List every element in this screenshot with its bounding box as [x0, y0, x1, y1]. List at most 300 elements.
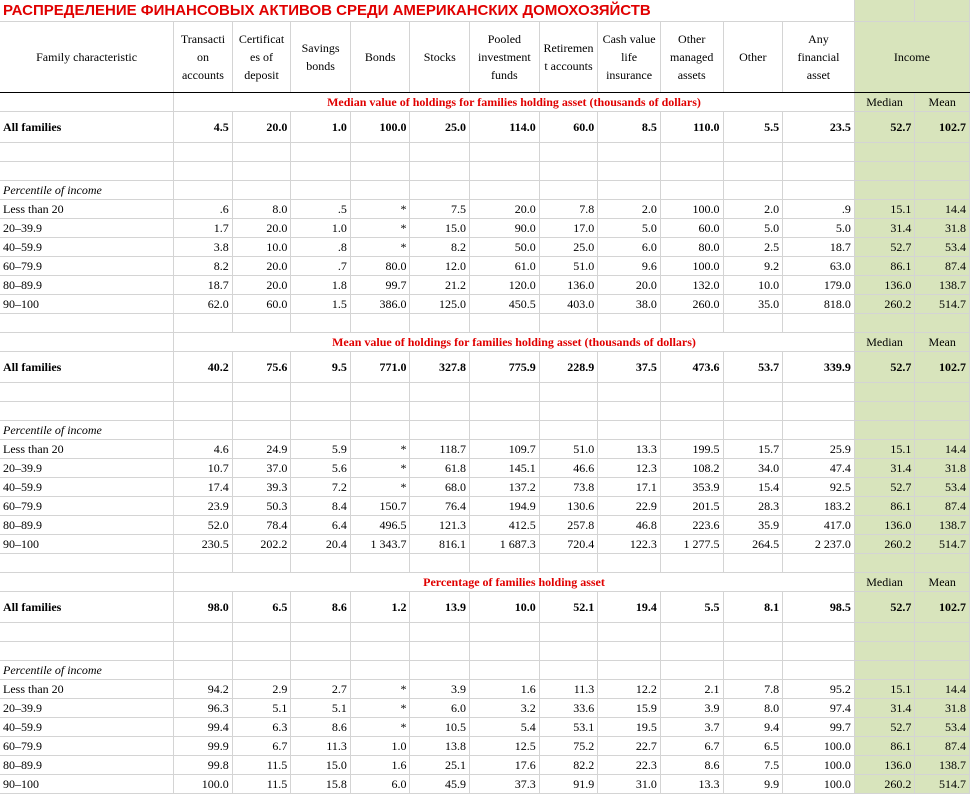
empty-cell[interactable] — [915, 181, 970, 200]
value-cell[interactable]: 3.2 — [470, 699, 540, 718]
empty-cell[interactable] — [783, 314, 855, 333]
value-cell[interactable]: 12.2 — [598, 680, 661, 699]
value-cell[interactable]: 35.9 — [723, 516, 783, 535]
value-cell[interactable]: 1.2 — [350, 592, 410, 623]
value-cell[interactable]: 353.9 — [660, 478, 723, 497]
value-cell[interactable]: 80.0 — [350, 257, 410, 276]
value-cell[interactable]: 5.9 — [291, 440, 351, 459]
value-cell[interactable]: 22.9 — [598, 497, 661, 516]
value-cell[interactable]: 339.9 — [783, 352, 855, 383]
value-cell[interactable]: 87.4 — [915, 497, 970, 516]
mean-header[interactable]: Mean — [915, 333, 970, 352]
empty-cell[interactable] — [0, 554, 174, 573]
value-cell[interactable]: 53.1 — [539, 718, 598, 737]
value-cell[interactable]: 10.5 — [410, 718, 470, 737]
value-cell[interactable]: 5.0 — [723, 219, 783, 238]
value-cell[interactable]: 8.5 — [598, 112, 661, 143]
all-families-label[interactable]: All families — [0, 112, 174, 143]
empty-cell[interactable] — [350, 162, 410, 181]
value-cell[interactable]: 52.7 — [854, 592, 915, 623]
value-cell[interactable]: 97.4 — [783, 699, 855, 718]
empty-cell[interactable] — [660, 661, 723, 680]
value-cell[interactable]: 473.6 — [660, 352, 723, 383]
value-cell[interactable]: 17.4 — [174, 478, 233, 497]
value-cell[interactable]: 8.2 — [410, 238, 470, 257]
value-cell[interactable]: 53.4 — [915, 718, 970, 737]
value-cell[interactable]: 121.3 — [410, 516, 470, 535]
empty-cell[interactable] — [410, 623, 470, 642]
row-label[interactable]: 80–89.9 — [0, 516, 174, 535]
value-cell[interactable]: 10.7 — [174, 459, 233, 478]
value-cell[interactable]: 46.8 — [598, 516, 661, 535]
value-cell[interactable]: 87.4 — [915, 257, 970, 276]
value-cell[interactable]: 31.8 — [915, 459, 970, 478]
empty-cell[interactable] — [598, 383, 661, 402]
value-cell[interactable]: 6.7 — [232, 737, 291, 756]
value-cell[interactable]: 53.4 — [915, 478, 970, 497]
value-cell[interactable]: 6.3 — [232, 718, 291, 737]
empty-cell[interactable] — [598, 554, 661, 573]
mean-header[interactable]: Mean — [915, 93, 970, 112]
value-cell[interactable]: 2.7 — [291, 680, 351, 699]
column-header[interactable]: Cash value life insurance — [598, 22, 661, 93]
empty-cell[interactable] — [174, 314, 233, 333]
value-cell[interactable]: 15.1 — [854, 200, 915, 219]
empty-cell[interactable] — [915, 623, 970, 642]
value-cell[interactable]: 5.5 — [723, 112, 783, 143]
value-cell[interactable]: 496.5 — [350, 516, 410, 535]
empty-cell[interactable] — [723, 554, 783, 573]
value-cell[interactable]: 31.8 — [915, 699, 970, 718]
empty-cell[interactable] — [723, 421, 783, 440]
empty-cell[interactable] — [232, 421, 291, 440]
value-cell[interactable]: 17.1 — [598, 478, 661, 497]
value-cell[interactable]: 63.0 — [783, 257, 855, 276]
empty-cell[interactable] — [410, 383, 470, 402]
header-income[interactable]: Income — [854, 22, 969, 93]
value-cell[interactable]: * — [350, 459, 410, 478]
empty-cell[interactable] — [783, 402, 855, 421]
empty-cell[interactable] — [783, 162, 855, 181]
value-cell[interactable]: 12.5 — [470, 737, 540, 756]
value-cell[interactable]: 4.5 — [174, 112, 233, 143]
empty-cell[interactable] — [915, 383, 970, 402]
value-cell[interactable]: 60.0 — [660, 219, 723, 238]
value-cell[interactable]: 75.2 — [539, 737, 598, 756]
empty-cell[interactable] — [723, 402, 783, 421]
value-cell[interactable]: 194.9 — [470, 497, 540, 516]
value-cell[interactable]: 96.3 — [174, 699, 233, 718]
empty-cell[interactable] — [0, 162, 174, 181]
value-cell[interactable]: 31.4 — [854, 219, 915, 238]
column-header[interactable]: Certificat es of deposit — [232, 22, 291, 93]
empty-cell[interactable] — [660, 642, 723, 661]
empty-cell[interactable] — [660, 554, 723, 573]
empty-cell[interactable] — [539, 143, 598, 162]
mean-header[interactable]: Mean — [915, 573, 970, 592]
percentile-label[interactable]: Percentile of income — [0, 421, 174, 440]
median-header[interactable]: Median — [854, 573, 915, 592]
empty-cell[interactable] — [174, 162, 233, 181]
empty-cell[interactable] — [470, 421, 540, 440]
empty-cell[interactable] — [854, 623, 915, 642]
value-cell[interactable]: 18.7 — [174, 276, 233, 295]
value-cell[interactable]: 1.6 — [470, 680, 540, 699]
empty-cell[interactable] — [470, 314, 540, 333]
empty-cell[interactable] — [660, 181, 723, 200]
value-cell[interactable]: 68.0 — [410, 478, 470, 497]
value-cell[interactable]: 5.1 — [232, 699, 291, 718]
value-cell[interactable]: 5.0 — [598, 219, 661, 238]
value-cell[interactable]: 90.0 — [470, 219, 540, 238]
value-cell[interactable]: 3.9 — [660, 699, 723, 718]
empty-cell[interactable] — [723, 181, 783, 200]
value-cell[interactable]: 412.5 — [470, 516, 540, 535]
value-cell[interactable]: 52.0 — [174, 516, 233, 535]
empty-cell[interactable] — [660, 314, 723, 333]
value-cell[interactable]: 15.0 — [410, 219, 470, 238]
empty-cell[interactable] — [350, 623, 410, 642]
empty-cell[interactable] — [723, 623, 783, 642]
row-label[interactable]: 60–79.9 — [0, 257, 174, 276]
value-cell[interactable]: 31.8 — [915, 219, 970, 238]
value-cell[interactable]: 6.4 — [291, 516, 351, 535]
value-cell[interactable]: 11.5 — [232, 775, 291, 794]
value-cell[interactable]: 125.0 — [410, 295, 470, 314]
empty-cell[interactable] — [0, 333, 174, 352]
value-cell[interactable]: 60.0 — [539, 112, 598, 143]
value-cell[interactable]: 78.4 — [232, 516, 291, 535]
value-cell[interactable]: 39.3 — [232, 478, 291, 497]
value-cell[interactable]: 62.0 — [174, 295, 233, 314]
value-cell[interactable]: 22.7 — [598, 737, 661, 756]
column-header[interactable]: Other managed assets — [660, 22, 723, 93]
value-cell[interactable]: 14.4 — [915, 440, 970, 459]
value-cell[interactable]: 25.9 — [783, 440, 855, 459]
value-cell[interactable]: 25.1 — [410, 756, 470, 775]
value-cell[interactable]: 2 237.0 — [783, 535, 855, 554]
value-cell[interactable]: 8.0 — [232, 200, 291, 219]
value-cell[interactable]: 8.6 — [291, 718, 351, 737]
value-cell[interactable]: 9.2 — [723, 257, 783, 276]
empty-cell[interactable] — [598, 181, 661, 200]
empty-cell[interactable] — [232, 314, 291, 333]
value-cell[interactable]: 99.7 — [350, 276, 410, 295]
empty-cell[interactable] — [660, 623, 723, 642]
value-cell[interactable]: 818.0 — [783, 295, 855, 314]
empty-cell[interactable] — [854, 661, 915, 680]
empty-cell[interactable] — [470, 181, 540, 200]
empty-cell[interactable] — [410, 661, 470, 680]
empty-cell[interactable] — [783, 623, 855, 642]
value-cell[interactable]: 14.4 — [915, 200, 970, 219]
empty-cell[interactable] — [915, 0, 970, 22]
value-cell[interactable]: 720.4 — [539, 535, 598, 554]
value-cell[interactable]: 13.8 — [410, 737, 470, 756]
value-cell[interactable]: * — [350, 200, 410, 219]
value-cell[interactable]: 136.0 — [539, 276, 598, 295]
row-label[interactable]: 60–79.9 — [0, 737, 174, 756]
empty-cell[interactable] — [291, 661, 351, 680]
value-cell[interactable]: 52.7 — [854, 352, 915, 383]
empty-cell[interactable] — [291, 143, 351, 162]
empty-cell[interactable] — [174, 661, 233, 680]
value-cell[interactable]: 150.7 — [350, 497, 410, 516]
empty-cell[interactable] — [660, 421, 723, 440]
empty-cell[interactable] — [470, 661, 540, 680]
empty-cell[interactable] — [470, 642, 540, 661]
value-cell[interactable]: 5.5 — [660, 592, 723, 623]
empty-cell[interactable] — [783, 642, 855, 661]
value-cell[interactable]: 37.3 — [470, 775, 540, 794]
empty-cell[interactable] — [0, 623, 174, 642]
value-cell[interactable]: 183.2 — [783, 497, 855, 516]
value-cell[interactable]: 15.8 — [291, 775, 351, 794]
value-cell[interactable]: 15.1 — [854, 680, 915, 699]
value-cell[interactable]: 60.0 — [232, 295, 291, 314]
value-cell[interactable]: 13.9 — [410, 592, 470, 623]
value-cell[interactable]: 47.4 — [783, 459, 855, 478]
empty-cell[interactable] — [660, 402, 723, 421]
value-cell[interactable]: 260.2 — [854, 775, 915, 794]
empty-cell[interactable] — [539, 314, 598, 333]
value-cell[interactable]: 99.7 — [783, 718, 855, 737]
value-cell[interactable]: 12.0 — [410, 257, 470, 276]
value-cell[interactable]: 201.5 — [660, 497, 723, 516]
value-cell[interactable]: 1 277.5 — [660, 535, 723, 554]
empty-cell[interactable] — [174, 181, 233, 200]
empty-cell[interactable] — [350, 661, 410, 680]
empty-cell[interactable] — [598, 143, 661, 162]
empty-cell[interactable] — [174, 421, 233, 440]
value-cell[interactable]: 45.9 — [410, 775, 470, 794]
column-header[interactable]: Any financial asset — [783, 22, 855, 93]
empty-cell[interactable] — [0, 383, 174, 402]
value-cell[interactable]: 86.1 — [854, 497, 915, 516]
value-cell[interactable]: 13.3 — [660, 775, 723, 794]
row-label[interactable]: Less than 20 — [0, 440, 174, 459]
row-label[interactable]: Less than 20 — [0, 200, 174, 219]
empty-cell[interactable] — [232, 162, 291, 181]
value-cell[interactable]: 7.8 — [723, 680, 783, 699]
value-cell[interactable]: 21.2 — [410, 276, 470, 295]
value-cell[interactable]: 257.8 — [539, 516, 598, 535]
empty-cell[interactable] — [232, 402, 291, 421]
empty-cell[interactable] — [854, 554, 915, 573]
value-cell[interactable]: 100.0 — [660, 257, 723, 276]
value-cell[interactable]: 109.7 — [470, 440, 540, 459]
empty-cell[interactable] — [350, 421, 410, 440]
empty-cell[interactable] — [854, 421, 915, 440]
value-cell[interactable]: 3.9 — [410, 680, 470, 699]
empty-cell[interactable] — [350, 642, 410, 661]
empty-cell[interactable] — [539, 661, 598, 680]
empty-cell[interactable] — [854, 642, 915, 661]
empty-cell[interactable] — [350, 143, 410, 162]
row-label[interactable]: 90–100 — [0, 775, 174, 794]
empty-cell[interactable] — [350, 402, 410, 421]
value-cell[interactable]: 15.7 — [723, 440, 783, 459]
value-cell[interactable]: 52.7 — [854, 478, 915, 497]
column-header[interactable]: Retiremen t accounts — [539, 22, 598, 93]
row-label[interactable]: 40–59.9 — [0, 238, 174, 257]
value-cell[interactable]: 19.4 — [598, 592, 661, 623]
row-label[interactable]: 40–59.9 — [0, 718, 174, 737]
value-cell[interactable]: 8.2 — [174, 257, 233, 276]
value-cell[interactable]: 6.0 — [350, 775, 410, 794]
value-cell[interactable]: 102.7 — [915, 112, 970, 143]
empty-cell[interactable] — [350, 314, 410, 333]
value-cell[interactable]: 9.5 — [291, 352, 351, 383]
empty-cell[interactable] — [915, 421, 970, 440]
value-cell[interactable]: 6.5 — [723, 737, 783, 756]
empty-cell[interactable] — [0, 143, 174, 162]
value-cell[interactable]: 12.3 — [598, 459, 661, 478]
empty-cell[interactable] — [291, 642, 351, 661]
column-header[interactable]: Savings bonds — [291, 22, 351, 93]
value-cell[interactable]: 2.0 — [598, 200, 661, 219]
empty-cell[interactable] — [291, 181, 351, 200]
value-cell[interactable]: 137.2 — [470, 478, 540, 497]
section-title[interactable]: Median value of holdings for families holding asset (thousands of dollars) — [174, 93, 855, 112]
value-cell[interactable]: 132.0 — [660, 276, 723, 295]
value-cell[interactable]: 33.6 — [539, 699, 598, 718]
value-cell[interactable]: 20.0 — [598, 276, 661, 295]
value-cell[interactable]: 20.4 — [291, 535, 351, 554]
value-cell[interactable]: 99.8 — [174, 756, 233, 775]
value-cell[interactable]: 1.8 — [291, 276, 351, 295]
empty-cell[interactable] — [0, 93, 174, 112]
value-cell[interactable]: .9 — [783, 200, 855, 219]
column-header[interactable]: Pooled investment funds — [470, 22, 540, 93]
value-cell[interactable]: 8.0 — [723, 699, 783, 718]
empty-cell[interactable] — [174, 402, 233, 421]
empty-cell[interactable] — [410, 162, 470, 181]
value-cell[interactable]: * — [350, 478, 410, 497]
value-cell[interactable]: 35.0 — [723, 295, 783, 314]
value-cell[interactable]: 5.4 — [470, 718, 540, 737]
value-cell[interactable]: 816.1 — [410, 535, 470, 554]
empty-cell[interactable] — [854, 314, 915, 333]
empty-cell[interactable] — [232, 143, 291, 162]
value-cell[interactable]: 100.0 — [174, 775, 233, 794]
value-cell[interactable]: 100.0 — [783, 737, 855, 756]
value-cell[interactable]: 99.4 — [174, 718, 233, 737]
empty-cell[interactable] — [174, 623, 233, 642]
value-cell[interactable]: 327.8 — [410, 352, 470, 383]
value-cell[interactable]: 8.4 — [291, 497, 351, 516]
empty-cell[interactable] — [470, 143, 540, 162]
empty-cell[interactable] — [598, 642, 661, 661]
value-cell[interactable]: 260.0 — [660, 295, 723, 314]
row-label[interactable]: Less than 20 — [0, 680, 174, 699]
empty-cell[interactable] — [783, 421, 855, 440]
column-header[interactable]: Stocks — [410, 22, 470, 93]
value-cell[interactable]: 179.0 — [783, 276, 855, 295]
empty-cell[interactable] — [350, 554, 410, 573]
value-cell[interactable]: 92.5 — [783, 478, 855, 497]
row-label[interactable]: 20–39.9 — [0, 459, 174, 478]
value-cell[interactable]: 771.0 — [350, 352, 410, 383]
empty-cell[interactable] — [410, 143, 470, 162]
value-cell[interactable]: 1.6 — [350, 756, 410, 775]
empty-cell[interactable] — [232, 383, 291, 402]
value-cell[interactable]: .6 — [174, 200, 233, 219]
value-cell[interactable]: 228.9 — [539, 352, 598, 383]
value-cell[interactable]: 118.7 — [410, 440, 470, 459]
value-cell[interactable]: 51.0 — [539, 257, 598, 276]
empty-cell[interactable] — [915, 314, 970, 333]
value-cell[interactable]: 22.3 — [598, 756, 661, 775]
value-cell[interactable]: 10.0 — [232, 238, 291, 257]
value-cell[interactable]: 7.5 — [723, 756, 783, 775]
value-cell[interactable]: 6.7 — [660, 737, 723, 756]
value-cell[interactable]: 52.7 — [854, 718, 915, 737]
empty-cell[interactable] — [660, 383, 723, 402]
row-label[interactable]: 90–100 — [0, 535, 174, 554]
value-cell[interactable]: 20.0 — [232, 276, 291, 295]
value-cell[interactable]: 223.6 — [660, 516, 723, 535]
value-cell[interactable]: 264.5 — [723, 535, 783, 554]
all-families-label[interactable]: All families — [0, 352, 174, 383]
empty-cell[interactable] — [410, 421, 470, 440]
value-cell[interactable]: 15.1 — [854, 440, 915, 459]
value-cell[interactable]: 1.5 — [291, 295, 351, 314]
value-cell[interactable]: 2.0 — [723, 200, 783, 219]
empty-cell[interactable] — [598, 162, 661, 181]
empty-cell[interactable] — [854, 383, 915, 402]
value-cell[interactable]: 1.0 — [291, 112, 351, 143]
empty-cell[interactable] — [0, 314, 174, 333]
value-cell[interactable]: 136.0 — [854, 276, 915, 295]
value-cell[interactable]: 1 687.3 — [470, 535, 540, 554]
value-cell[interactable]: 9.9 — [723, 775, 783, 794]
empty-cell[interactable] — [539, 383, 598, 402]
empty-cell[interactable] — [915, 143, 970, 162]
empty-cell[interactable] — [854, 402, 915, 421]
value-cell[interactable]: 138.7 — [915, 756, 970, 775]
value-cell[interactable]: 8.6 — [660, 756, 723, 775]
value-cell[interactable]: 98.5 — [783, 592, 855, 623]
value-cell[interactable]: 25.0 — [410, 112, 470, 143]
empty-cell[interactable] — [915, 554, 970, 573]
value-cell[interactable]: 20.0 — [232, 219, 291, 238]
value-cell[interactable]: 6.0 — [598, 238, 661, 257]
empty-cell[interactable] — [291, 623, 351, 642]
value-cell[interactable]: 98.0 — [174, 592, 233, 623]
value-cell[interactable]: 1.7 — [174, 219, 233, 238]
value-cell[interactable]: 15.0 — [291, 756, 351, 775]
value-cell[interactable]: 100.0 — [660, 200, 723, 219]
value-cell[interactable]: 11.3 — [539, 680, 598, 699]
empty-cell[interactable] — [723, 383, 783, 402]
value-cell[interactable]: 87.4 — [915, 737, 970, 756]
value-cell[interactable]: 11.5 — [232, 756, 291, 775]
value-cell[interactable]: 86.1 — [854, 257, 915, 276]
value-cell[interactable]: 20.0 — [470, 200, 540, 219]
value-cell[interactable]: 18.7 — [783, 238, 855, 257]
empty-cell[interactable] — [174, 143, 233, 162]
empty-cell[interactable] — [539, 162, 598, 181]
value-cell[interactable]: 138.7 — [915, 516, 970, 535]
value-cell[interactable]: 94.2 — [174, 680, 233, 699]
empty-cell[interactable] — [232, 181, 291, 200]
empty-cell[interactable] — [291, 402, 351, 421]
value-cell[interactable]: 19.5 — [598, 718, 661, 737]
row-label[interactable]: 40–59.9 — [0, 478, 174, 497]
value-cell[interactable]: 31.0 — [598, 775, 661, 794]
empty-cell[interactable] — [598, 402, 661, 421]
